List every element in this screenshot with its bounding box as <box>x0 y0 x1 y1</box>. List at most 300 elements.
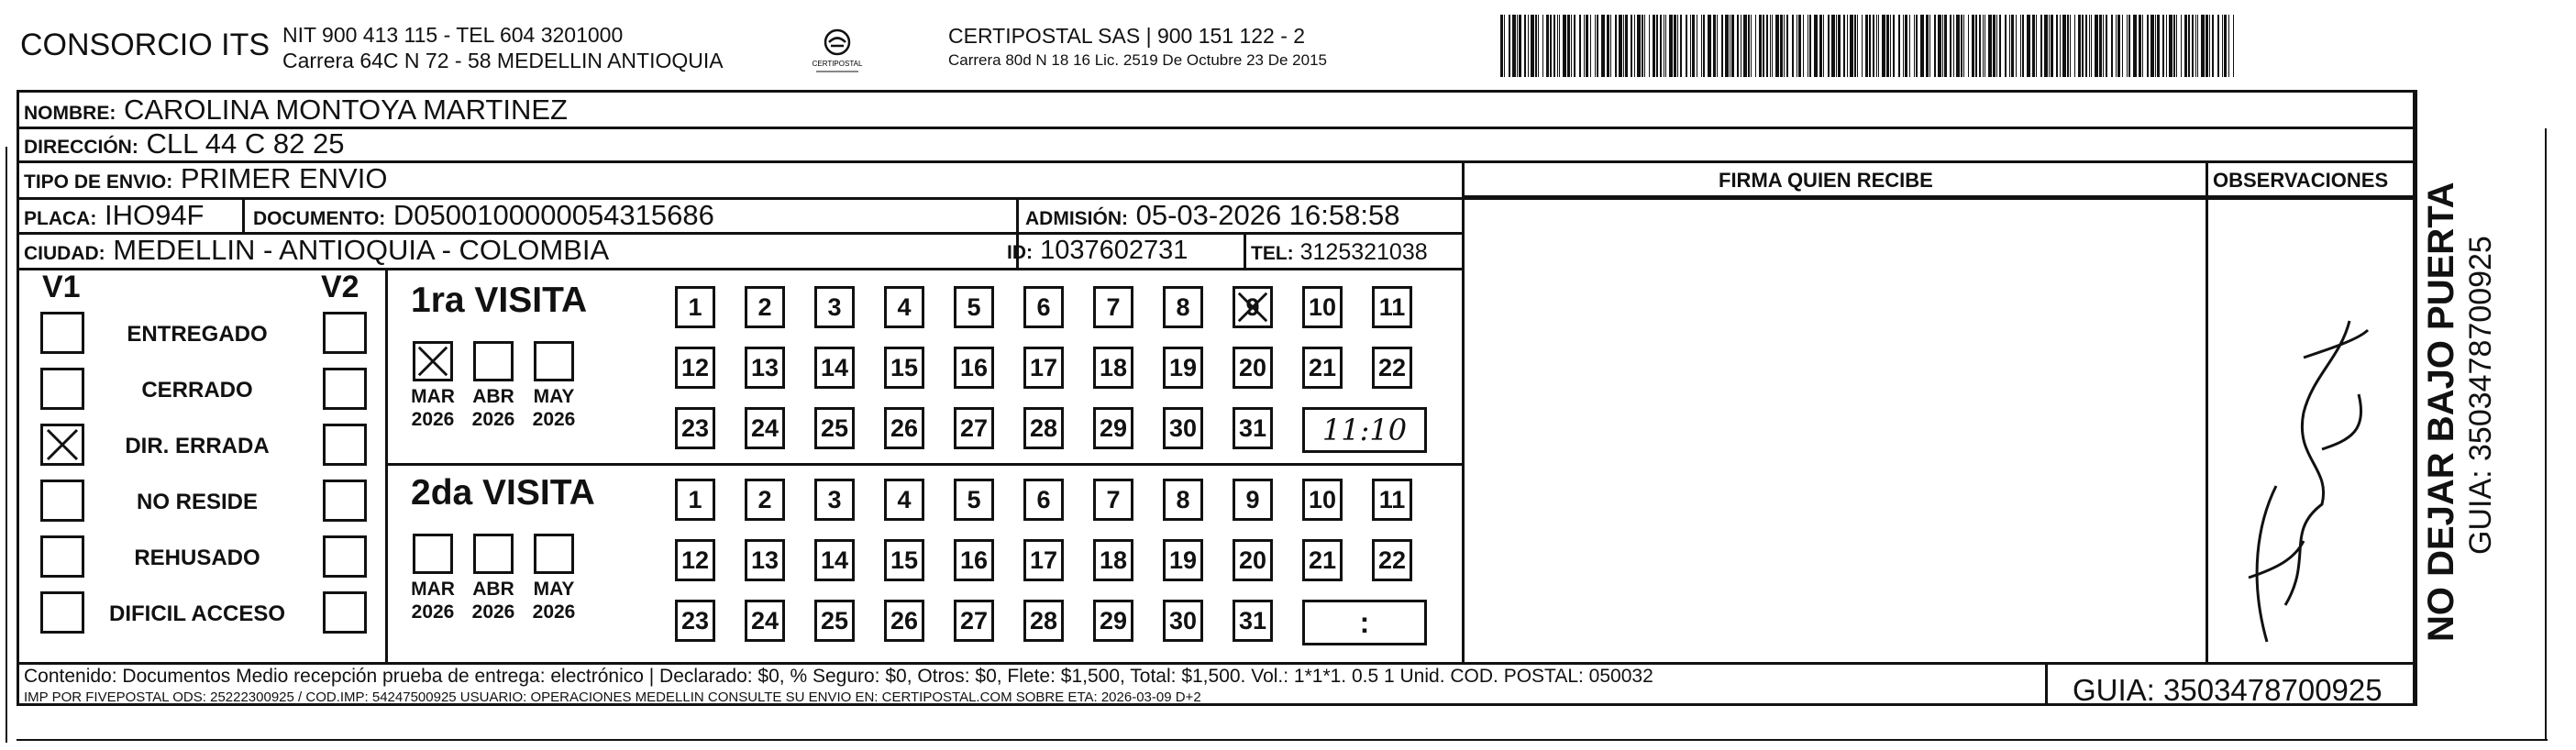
address-row <box>24 127 344 164</box>
day-box[interactable] <box>1302 286 1343 328</box>
barcode-bar <box>1968 15 1969 77</box>
day-box[interactable] <box>884 347 924 389</box>
v2-checkbox[interactable] <box>323 424 367 466</box>
visit-title: 2da VISITA <box>411 473 595 513</box>
month-label <box>466 385 521 431</box>
day-number: 28 <box>1029 414 1058 442</box>
day-number: 27 <box>959 414 989 442</box>
day-number: 17 <box>1029 353 1058 381</box>
day-number: 8 <box>1176 292 1190 321</box>
barcode-bar <box>2201 15 2205 77</box>
barcode-bar <box>1963 15 1964 77</box>
day-number: 29 <box>1099 606 1128 634</box>
barcode-bar <box>1579 15 1581 77</box>
day-box[interactable] <box>1163 347 1203 389</box>
barcode-bar <box>1701 15 1702 77</box>
month-year: 2026 <box>532 409 576 430</box>
day-number: 4 <box>897 485 912 513</box>
barcode-bar <box>2095 15 2098 77</box>
day-box[interactable] <box>884 286 924 328</box>
barcode-bar <box>1519 15 1521 77</box>
day-box[interactable] <box>745 347 785 389</box>
barcode-bar <box>2197 15 2198 77</box>
barcode-bar <box>1619 15 1622 77</box>
day-box[interactable] <box>814 600 855 642</box>
barcode-bar <box>2040 15 2042 77</box>
barcode-bar <box>2173 15 2175 77</box>
id-value: 1037602731 <box>1040 236 1188 265</box>
barcode-bar <box>1713 15 1716 77</box>
barcode-bar <box>1893 15 1895 77</box>
barcode-bar <box>1786 15 1788 77</box>
day-box[interactable] <box>1093 347 1133 389</box>
barcode-bar <box>2150 15 2154 77</box>
side-guide: GUIA: 3503478700925 <box>2463 236 2498 555</box>
day-number: 4 <box>897 292 912 321</box>
day-number: 7 <box>1106 485 1121 513</box>
day-number: 5 <box>967 292 981 321</box>
day-box[interactable] <box>1163 479 1203 521</box>
day-number: 14 <box>820 353 849 381</box>
day-number: 22 <box>1377 353 1407 381</box>
day-box[interactable] <box>1093 407 1133 449</box>
day-number: 23 <box>680 606 710 634</box>
barcode-bar <box>1586 15 1588 77</box>
day-number: 13 <box>750 546 779 574</box>
day-box[interactable] <box>814 347 855 389</box>
barcode-bar <box>1637 15 1641 77</box>
barcode-bar <box>1528 15 1529 77</box>
barcode-bar <box>1803 15 1804 77</box>
day-number: 16 <box>959 353 989 381</box>
day-number: 24 <box>750 414 779 442</box>
barcode-bar <box>1517 15 1518 77</box>
day-number: 11 <box>1378 292 1406 321</box>
barcode-bar <box>1660 15 1662 77</box>
barcode-bar <box>1550 15 1552 77</box>
month-label <box>466 578 521 623</box>
day-box[interactable] <box>675 347 715 389</box>
visit-time: 11:10 <box>1321 413 1408 447</box>
month-year: 2026 <box>471 409 515 430</box>
day-number: 6 <box>1036 485 1051 513</box>
barcode-bar <box>2166 15 2167 77</box>
day-box[interactable] <box>1093 539 1133 581</box>
barcode-bar <box>2060 15 2061 77</box>
day-box[interactable] <box>1372 286 1412 328</box>
day-box[interactable] <box>1302 539 1343 581</box>
barcode-bar <box>1909 15 1910 77</box>
day-box[interactable] <box>1163 286 1203 328</box>
barcode-bar <box>1953 15 1954 77</box>
footer-content: Contenido: Documentos Medio recepción prueba de entrega: electrónico | Declarado: $0, % Seguro: $0, Otros: $0, Flete: $1,500, Total: $1,500. Vol.: 1*1*1. 0.5 1 Unid. COD. POSTAL: 050032 <box>24 666 1653 687</box>
v2-checkbox[interactable] <box>323 535 367 578</box>
day-number: 10 <box>1308 292 1337 321</box>
day-box[interactable] <box>1233 407 1273 449</box>
barcode-bar <box>1535 15 1537 77</box>
day-box[interactable] <box>1163 539 1203 581</box>
barcode-bar <box>1759 15 1762 77</box>
barcode-bar <box>1644 15 1645 77</box>
barcode-bar <box>1903 15 1904 77</box>
v2-checkbox[interactable] <box>323 368 367 410</box>
day-box[interactable] <box>1093 286 1133 328</box>
v2-checkbox[interactable] <box>323 480 367 522</box>
barcode-bar <box>1500 15 1503 77</box>
barcode-bar <box>2020 15 2021 77</box>
barcode-bar <box>1708 15 1711 77</box>
month-checkbox[interactable] <box>473 534 514 574</box>
bottom-rule <box>17 739 2548 741</box>
barcode-bar <box>1531 15 1534 77</box>
barcode-bar <box>1680 15 1682 77</box>
barcode-bar <box>1999 15 2001 77</box>
barcode-bar <box>1972 15 1974 77</box>
barcode-bar <box>2228 15 2229 77</box>
admission-cell <box>1025 199 1399 236</box>
day-box[interactable] <box>814 479 855 521</box>
day-number: 12 <box>680 353 710 381</box>
day-number: 1 <box>688 292 702 321</box>
barcode-bar <box>1538 15 1539 77</box>
city-cell <box>24 234 609 270</box>
day-box[interactable] <box>1233 539 1273 581</box>
barcode-bar <box>2016 15 2017 77</box>
barcode-bar <box>2139 15 2141 77</box>
barcode-bar <box>1665 15 1666 77</box>
day-box[interactable] <box>1163 407 1203 449</box>
plate-label: PLACA: <box>24 208 97 229</box>
day-box[interactable] <box>954 600 994 642</box>
footer-print-info: IMP POR FIVEPOSTAL ODS: 25222300925 / COD.IMP: 54247500925 USUARIO: OPERACIONES MEDELLIN CONSULTE SU ENVIO EN: CERTIPOSTAL.COM SOBRE ETA: 2026-03-09 D+2 <box>24 689 1201 705</box>
barcode-bar <box>1869 15 1871 77</box>
barcode-bar <box>1857 15 1858 77</box>
footer-guide: GUIA: 3503478700925 <box>2073 673 2383 707</box>
month-label <box>405 385 460 431</box>
day-number: 3 <box>827 485 842 513</box>
barcode-bar <box>1938 15 1941 77</box>
barcode-bar <box>1865 15 1868 77</box>
day-box[interactable] <box>745 600 785 642</box>
observations-header: OBSERVACIONES <box>2213 169 2389 192</box>
day-number: 23 <box>680 414 710 442</box>
day-box[interactable] <box>1372 539 1412 581</box>
barcode-bar <box>1850 15 1853 77</box>
barcode-bar <box>1944 15 1947 77</box>
day-box[interactable] <box>1023 347 1064 389</box>
day-box[interactable] <box>1023 286 1064 328</box>
day-box[interactable] <box>884 539 924 581</box>
barcode-bar <box>1828 15 1830 77</box>
barcode-bar <box>1996 15 1997 77</box>
month-label <box>405 578 460 623</box>
barcode-bar <box>1920 15 1924 77</box>
day-number: 7 <box>1106 292 1121 321</box>
day-number: 19 <box>1168 546 1198 574</box>
company-nit: NIT 900 413 115 - TEL 604 3201000 <box>282 23 624 47</box>
barcode-bar <box>1623 15 1624 77</box>
day-box[interactable] <box>1233 479 1273 521</box>
barcode-bar <box>1642 15 1643 77</box>
day-number: 15 <box>890 353 919 381</box>
day-box[interactable] <box>675 479 715 521</box>
day-box[interactable] <box>814 407 855 449</box>
barcode-bar <box>2111 15 2113 77</box>
barcode-bar <box>1692 15 1695 77</box>
day-number: 26 <box>890 606 919 634</box>
barcode-bar <box>2147 15 2149 77</box>
day-box[interactable] <box>1023 539 1064 581</box>
day-number: 20 <box>1238 353 1267 381</box>
address-label: DIRECCIÓN: <box>24 137 138 158</box>
barcode-bar <box>1847 15 1848 77</box>
barcode-bar <box>2117 15 2120 77</box>
barcode-bar <box>1876 15 1877 77</box>
barcode-bar <box>1886 15 1889 77</box>
barcode-bar <box>2078 15 2081 77</box>
barcode-bar <box>1559 15 1560 77</box>
barcode-bar <box>1784 15 1785 77</box>
month-checkbox[interactable] <box>473 341 514 381</box>
barcode-bar <box>2162 15 2164 77</box>
name-label: NOMBRE: <box>24 103 116 124</box>
barcode-bar <box>1905 15 1907 77</box>
day-number: 9 <box>1245 292 1260 321</box>
shipment-label: TIPO DE ENVIO: <box>24 171 173 193</box>
signature-header: FIRMA QUIEN RECIBE <box>1719 169 1933 192</box>
barcode-bar <box>1926 15 1929 77</box>
barcode-bar <box>1854 15 1856 77</box>
document-label: DOCUMENTO: <box>253 208 386 229</box>
day-number: 30 <box>1168 414 1198 442</box>
barcode-bar <box>1755 15 1756 77</box>
name-row <box>24 94 568 130</box>
tel-value: 3125321038 <box>1299 239 1428 265</box>
barcode-bar <box>1775 15 1779 77</box>
visit-time-field[interactable] <box>1302 600 1427 645</box>
day-box[interactable] <box>1233 600 1273 642</box>
barcode-bar <box>1607 15 1609 77</box>
day-number: 16 <box>959 546 989 574</box>
barcode-bar <box>1725 15 1729 77</box>
barcode-bar <box>2133 15 2137 77</box>
barcode-bar <box>2233 15 2234 77</box>
day-box[interactable] <box>1093 600 1133 642</box>
barcode-bar <box>1504 15 1505 77</box>
day-box[interactable] <box>675 539 715 581</box>
month-checkbox[interactable] <box>534 341 574 381</box>
barcode-bar <box>2184 15 2187 77</box>
day-number: 31 <box>1238 414 1267 442</box>
barcode-bar <box>1524 15 1526 77</box>
day-box[interactable] <box>745 539 785 581</box>
day-number: 15 <box>890 546 919 574</box>
barcode-bar <box>2032 15 2035 77</box>
day-box[interactable] <box>1023 600 1064 642</box>
day-box[interactable] <box>1023 479 1064 521</box>
v2-checkbox[interactable] <box>323 312 367 354</box>
barcode-bar <box>1809 15 1811 77</box>
status-label: NO RESIDE <box>136 490 259 514</box>
day-number: 31 <box>1238 606 1267 634</box>
day-box[interactable] <box>675 407 715 449</box>
barcode-bar <box>1717 15 1718 77</box>
month-checkbox[interactable] <box>534 534 574 574</box>
barcode-bar <box>2009 15 2010 77</box>
shipment-row <box>24 162 387 199</box>
barcode-bar <box>1766 15 1768 77</box>
barcode-bar <box>1890 15 1891 77</box>
day-box[interactable] <box>1163 600 1203 642</box>
recipient-address: CLL 44 C 82 25 <box>146 127 345 160</box>
visit-time-field[interactable] <box>1302 407 1427 453</box>
month-label <box>526 578 581 623</box>
day-box[interactable] <box>1302 347 1343 389</box>
day-box[interactable] <box>954 479 994 521</box>
barcode-bar <box>2116 15 2117 77</box>
barcode-bar <box>2099 15 2102 77</box>
company-address: Carrera 64C N 72 - 58 MEDELLIN ANTIOQUIA <box>282 49 724 72</box>
barcode-bar <box>2070 15 2071 77</box>
day-box[interactable] <box>954 286 994 328</box>
day-box[interactable] <box>1233 286 1273 328</box>
barcode-bar <box>2155 15 2156 77</box>
barcode-bar <box>2195 15 2196 77</box>
barcode-bar <box>1686 15 1687 77</box>
barcode-bar <box>2049 15 2050 77</box>
day-number: 2 <box>757 292 772 321</box>
barcode-bar <box>2192 15 2194 77</box>
barcode-bar <box>1737 15 1739 77</box>
barcode-bar <box>1625 15 1628 77</box>
day-number: 24 <box>750 606 779 634</box>
barcode-bar <box>1634 15 1635 77</box>
barcode-bar <box>1703 15 1705 77</box>
status-label: ENTREGADO <box>127 322 268 347</box>
barcode-bar <box>1975 15 1977 77</box>
observation-signature <box>2230 303 2377 651</box>
day-box[interactable] <box>814 286 855 328</box>
barcode-bar <box>1792 15 1794 77</box>
day-box[interactable] <box>1093 479 1133 521</box>
day-number: 11 <box>1378 485 1406 513</box>
barcode-bar <box>2067 15 2069 77</box>
day-box[interactable] <box>954 347 994 389</box>
courier-address: Carrera 80d N 18 16 Lic. 2519 De Octubre 23 De 2015 <box>948 51 1327 69</box>
month-checkbox[interactable] <box>413 341 453 381</box>
id-label: ID: <box>1007 242 1033 263</box>
day-box[interactable] <box>884 600 924 642</box>
side-notice: NO DEJAR BAJO PUERTA <box>2421 182 2461 642</box>
day-box[interactable] <box>884 479 924 521</box>
day-number: 17 <box>1029 546 1058 574</box>
day-box[interactable] <box>745 407 785 449</box>
day-box[interactable] <box>954 539 994 581</box>
barcode-bar <box>1584 15 1585 77</box>
month-name: ABR <box>472 579 514 600</box>
day-box[interactable] <box>1233 347 1273 389</box>
barcode-bar <box>1553 15 1555 77</box>
barcode-bar <box>2005 15 2007 77</box>
month-year: 2026 <box>471 601 515 623</box>
barcode-bar <box>1770 15 1771 77</box>
day-box[interactable] <box>954 407 994 449</box>
day-number: 22 <box>1377 546 1407 574</box>
barcode-bar <box>1546 15 1549 77</box>
day-box[interactable] <box>884 407 924 449</box>
day-box[interactable] <box>745 479 785 521</box>
plate-value: IHO94F <box>104 199 205 231</box>
day-box[interactable] <box>1372 479 1412 521</box>
barcode-bar <box>1914 15 1915 77</box>
barcode-bar <box>1743 15 1747 77</box>
status-label: REHUSADO <box>134 546 260 570</box>
day-box[interactable] <box>675 600 715 642</box>
barcode-bar <box>1677 15 1678 77</box>
day-box[interactable] <box>1023 407 1064 449</box>
barcode-bar <box>1595 15 1596 77</box>
barcode-bar <box>2128 15 2130 77</box>
barcode-bar <box>1836 15 1837 77</box>
day-box[interactable] <box>745 286 785 328</box>
month-year: 2026 <box>411 601 455 623</box>
day-number: 13 <box>750 353 779 381</box>
barcode-bar <box>1950 15 1951 77</box>
v2-checkbox[interactable] <box>323 591 367 634</box>
barcode-bar <box>1751 15 1752 77</box>
day-number: 30 <box>1168 606 1198 634</box>
barcode-bar <box>2103 15 2104 77</box>
barcode-bar <box>2212 15 2214 77</box>
day-box[interactable] <box>1372 347 1412 389</box>
day-number: 21 <box>1308 546 1337 574</box>
barcode-bar <box>2062 15 2066 77</box>
barcode-bar <box>2142 15 2143 77</box>
month-checkbox[interactable] <box>413 534 453 574</box>
barcode-bar <box>1615 15 1617 77</box>
barcode-bar <box>1669 15 1673 77</box>
barcode-bar <box>2036 15 2037 77</box>
barcode-bar <box>1653 15 1655 77</box>
barcode-bar <box>1780 15 1783 77</box>
barcode-bar <box>1748 15 1750 77</box>
day-number: 6 <box>1036 292 1051 321</box>
barcode-bar <box>1988 15 1992 77</box>
shipment-type: PRIMER ENVIO <box>180 162 388 194</box>
day-number: 9 <box>1245 485 1260 513</box>
barcode-bar <box>1763 15 1764 77</box>
barcode-bar <box>2169 15 2172 77</box>
day-box[interactable] <box>1302 479 1343 521</box>
barcode-bar <box>2056 15 2058 77</box>
document-value: D0500100000054315686 <box>392 199 714 231</box>
day-number: 25 <box>820 414 849 442</box>
month-name: MAR <box>411 579 455 600</box>
status-label: CERRADO <box>141 378 253 403</box>
barcode-bar <box>1571 15 1572 77</box>
barcode-bar <box>2022 15 2024 77</box>
barcode-bar <box>2011 15 2014 77</box>
recipient-name: CAROLINA MONTOYA MARTINEZ <box>123 94 568 126</box>
day-box[interactable] <box>814 539 855 581</box>
barcode-bar <box>2106 15 2107 77</box>
day-box[interactable] <box>675 286 715 328</box>
barcode-bar <box>1983 15 1984 77</box>
v2-header: V2 <box>321 270 359 304</box>
barcode-bar <box>2127 15 2128 77</box>
barcode-bar <box>1831 15 1835 77</box>
barcode-bar <box>1649 15 1650 77</box>
